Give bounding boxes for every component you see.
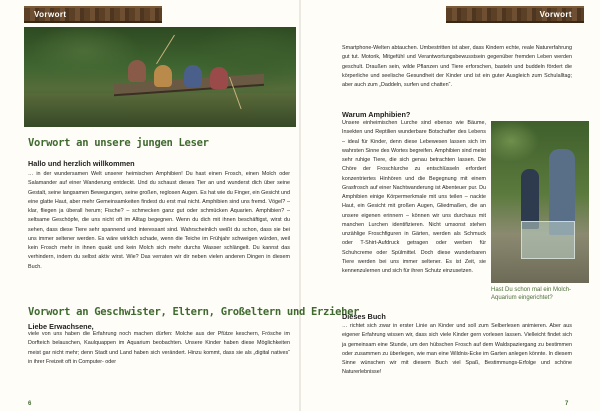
child-figure — [128, 60, 146, 82]
subheading-why-amphibians: Warum Amphibien? — [342, 110, 411, 119]
paragraph-why-amphibians: Unsere einheimischen Lurche sind ebenso wie Bäume, Insekten und Reptilien wunderbare Botschafter des Lebens – ideal für Kinder, denn diese Lebewesen lassen sich im wahrsten Sinne des Wortes begreifen. Amphibien sind meist sehr ruhige Tiere, die sich genau betrachten lassen. Die Chöre der Froschlurche zu entschlüsseln erfordert konzentriertes Hinhören und die Begegnung mit einem Grasfrosch auf einer Nachtwanderung ist Abenteuer pur. Du Amphibien einige Körpermerkmale mit uns teilen – nackte Haut, ein Gesicht mit großen Augen, Gliedmaßen, die an unsere eigenen erinnern – können wir uns durchaus mit manchen Lurchen identifizieren. Nicht umsonst stehen unzählige Froschfiguren in Gärten, werden als Schmuck oder T-Shirt-Aufdruck getragen oder werben für Schuhcreme oder Spülmittel. Doch diese wunderbaren Tiere werden bei uns immer seltener. Es ist Zeit, sie kennenzulernen und sich für ihren Schutz einzusetzen. — [342, 120, 486, 274]
running-header-right: Vorwort — [446, 6, 584, 23]
photo-caption: Hast Du schon mal ein Molch-Aquarium eingerichtet? — [491, 287, 572, 301]
paragraph-continued: Smartphone-Welten abtauchen. Umbestritten ist aber, dass Kindern echte, reale Naturerfahrung gut tut. Motorik, Mitgefühl und Verantwortungsbewusstsein gegenüber fremden Leben werden geschult. Draußen sein, wilde Pflanzen und Tiere erforschen, basteln und buddeln fördert die körperliche und seelische Gesundheit der Kinder und ist ein guter Ausgleich zum Schulalltag; aber auch zum „Daddeln, surfen und chatten“. — [342, 45, 572, 88]
heading-adults: Vorwort an Geschwister, Eltern, Großeltern und Erzieher — [28, 306, 360, 318]
child-figure — [154, 65, 172, 87]
photo-aquarium — [491, 121, 589, 283]
running-header-left: Vorwort — [24, 6, 162, 23]
heading-young-readers: Vorwort an unsere jungen Leser — [28, 137, 209, 149]
page-number-right: 7 — [565, 401, 569, 407]
paragraph-young-readers: … in der wundersamen Welt unserer heimischen Amphibien! Du hast einen Frosch, einen Molch oder Salamander auf einer Wanderung entdeckt. Und du schaust dieses Tier an und wunderst dich über seine Gestalt, seine langsamen Bewegungen, seine großen, reglosen Augen. Es hat wie du Finger, ein Gesicht und eine glatte Haut, aber mehr Gemeinsamkeiten findest du erst mal nicht. Amphibien sind uns fremd. Vögel? – klar, fliegen ja überall herum; Fische? – schmecken ganz gut oder schmücken Aquarien. Amphibien? – seltsame Geschöpfe, die uns nicht oft im Alltag begegnen. Wenn du dich mit ihnen beschäftigst, wirst du sehen, dass diese Tiere sehr spannend und interessant sind. Wahrscheinlich weißt du schon, dass sie bei uns immer seltener werden. Es wäre wirklich schade, wenn die Teiche im Frühjahr schweigen würden, weil kein Frosch mehr in ihnen quakt und kein Molch sich mehr durchs Wasser schlängelt. Du kannst das verhindern, indem du selbst aktiv wirst. Wie? Das verraten wir dir neben vielen anderen Dingen in diesem Buch. — [28, 171, 290, 270]
paragraph-adults: viele von uns haben die Erfahrung noch machen dürfen: Molche aus der Pfütze keschern, Frösche im Dorfteich belauschen, Kaulquappen im Aquarium beobachten. Unsere Kinder haben diese Möglichkeiten meist gar nicht mehr; denn Stadt und Land haben sich verändert. Hinzu kommt, dass sie als „digital natives“ in ihrer Freizeit oft in Computer- oder — [28, 331, 290, 365]
book-gutter — [299, 0, 301, 411]
photo-children-at-pond — [24, 27, 296, 127]
child-figure — [521, 169, 539, 229]
subheading-hello: Hallo und herzlich willkommen — [28, 159, 135, 168]
fishing-net — [156, 35, 175, 64]
child-figure — [210, 67, 228, 89]
paragraph-this-book: … richtet sich zwar in erster Linie an Kinder und soll zum Selberlesen animieren. Aber aus eigener Erfahrung wissen wir, dass sich viele Kinder gern vorlesen lassen. Vielleicht findet sich ja gemeinsam eine Stunde, um den hübschen Frosch auf dem Waldspaziergang zu bestimmen oder zusammen zu überlegen, wie man eine Wildnis-Ecke im Garten anlegen könnte. In diesem Sinne wünschen wir mit diesem Buch viel Spaß, Bestimmungs-Erfolge und schöne Naturerlebnisse! — [342, 323, 572, 376]
pond-water — [24, 93, 296, 127]
aquarium-tank — [521, 221, 575, 259]
subheading-this-book: Dieses Buch — [342, 312, 386, 321]
subheading-dear-adults: Liebe Erwachsene, — [28, 322, 94, 331]
page-number-left: 6 — [28, 401, 32, 407]
child-figure — [184, 65, 202, 87]
